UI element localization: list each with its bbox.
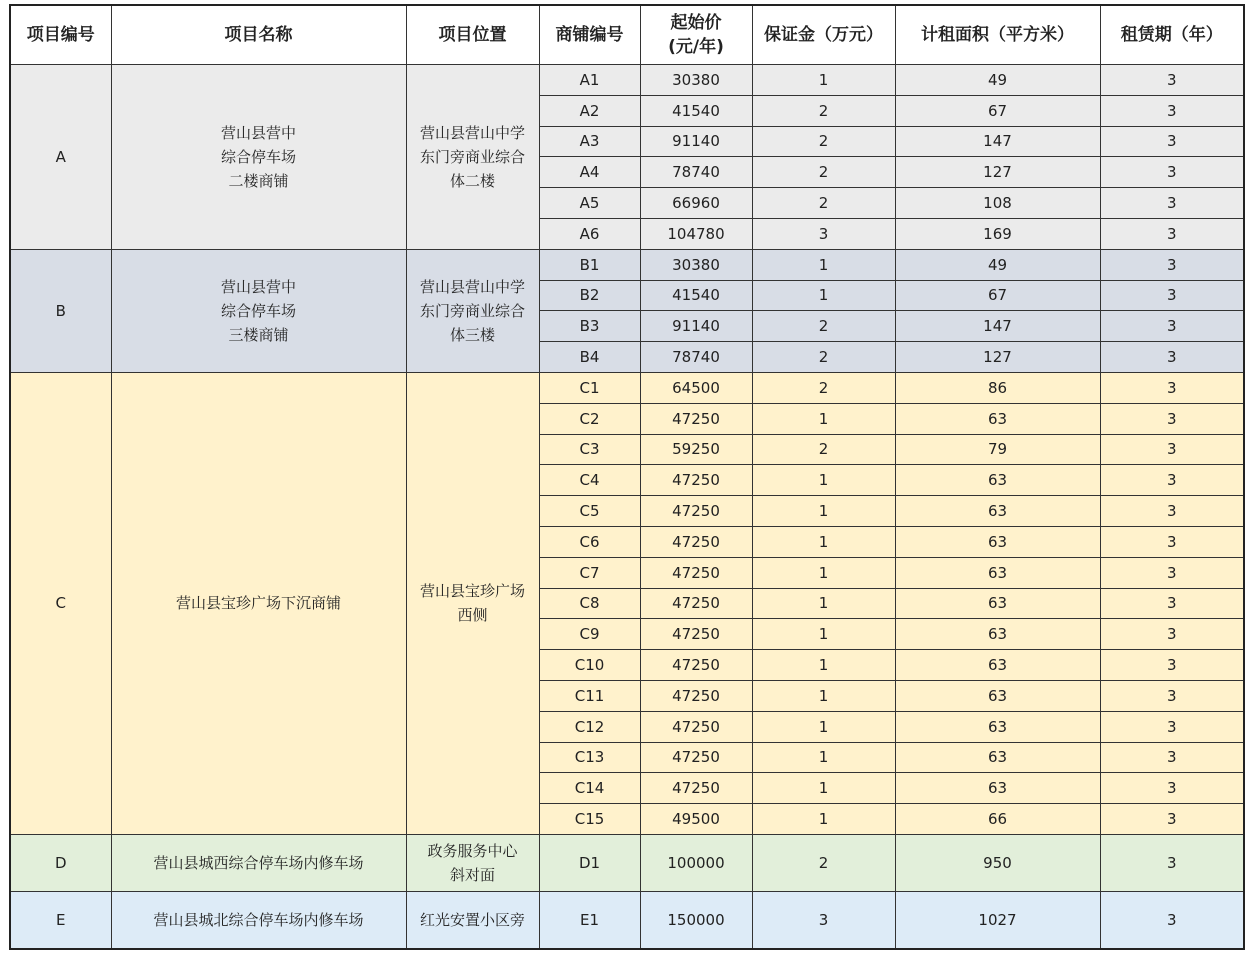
starting-price-cell: 47250: [640, 465, 752, 496]
deposit-cell: 2: [752, 157, 895, 188]
project-id-cell: A: [10, 65, 111, 250]
starting-price-cell: 49500: [640, 804, 752, 835]
deposit-cell: 1: [752, 650, 895, 681]
header-area: 计租面积（平方米）: [895, 5, 1100, 65]
deposit-cell: 1: [752, 680, 895, 711]
lease-term-cell: 3: [1100, 403, 1244, 434]
deposit-cell: 2: [752, 834, 895, 891]
shop-id-cell: B4: [539, 342, 640, 373]
deposit-cell: 1: [752, 403, 895, 434]
area-cell: 950: [895, 834, 1100, 891]
deposit-cell: 1: [752, 280, 895, 311]
project-name-cell: 营山县城北综合停车场内修车场: [111, 891, 406, 949]
shop-lease-table: [9, 4, 1245, 950]
lease-term-cell: 3: [1100, 742, 1244, 773]
project-location-cell: 政务服务中心 斜对面: [406, 834, 539, 891]
lease-term-cell: 3: [1100, 126, 1244, 157]
shop-id-cell: C8: [539, 588, 640, 619]
lease-term-cell: 3: [1100, 650, 1244, 681]
project-location-cell: 营山县营山中学 东门旁商业综合 体二楼: [406, 65, 539, 250]
starting-price-cell: 41540: [640, 95, 752, 126]
shop-id-cell: C13: [539, 742, 640, 773]
deposit-cell: 2: [752, 311, 895, 342]
area-cell: 67: [895, 95, 1100, 126]
area-cell: 67: [895, 280, 1100, 311]
project-name-cell: 营山县城西综合停车场内修车场: [111, 834, 406, 891]
lease-term-cell: 3: [1100, 804, 1244, 835]
starting-price-cell: 47250: [640, 403, 752, 434]
deposit-cell: 1: [752, 557, 895, 588]
area-cell: 63: [895, 465, 1100, 496]
deposit-cell: 2: [752, 342, 895, 373]
shop-id-cell: B2: [539, 280, 640, 311]
header-deposit: 保证金（万元）: [752, 5, 895, 65]
deposit-cell: 1: [752, 742, 895, 773]
shop-id-cell: B1: [539, 249, 640, 280]
lease-term-cell: 3: [1100, 65, 1244, 96]
shop-id-cell: C7: [539, 557, 640, 588]
starting-price-cell: 47250: [640, 650, 752, 681]
lease-term-cell: 3: [1100, 95, 1244, 126]
area-cell: 147: [895, 311, 1100, 342]
table-row: [10, 372, 1244, 403]
starting-price-cell: 91140: [640, 311, 752, 342]
deposit-cell: 1: [752, 773, 895, 804]
lease-term-cell: 3: [1100, 372, 1244, 403]
deposit-cell: 1: [752, 65, 895, 96]
project-id-cell: B: [10, 249, 111, 372]
shop-id-cell: C11: [539, 680, 640, 711]
deposit-cell: 1: [752, 804, 895, 835]
deposit-cell: 1: [752, 249, 895, 280]
header-project-location: 项目位置: [406, 5, 539, 65]
starting-price-cell: 47250: [640, 711, 752, 742]
project-name-cell: 营山县营中 综合停车场 二楼商铺: [111, 65, 406, 250]
area-cell: 63: [895, 403, 1100, 434]
deposit-cell: 1: [752, 619, 895, 650]
shop-id-cell: D1: [539, 834, 640, 891]
deposit-cell: 1: [752, 526, 895, 557]
shop-id-cell: A6: [539, 218, 640, 249]
area-cell: 147: [895, 126, 1100, 157]
starting-price-cell: 78740: [640, 342, 752, 373]
deposit-cell: 2: [752, 126, 895, 157]
starting-price-cell: 47250: [640, 742, 752, 773]
starting-price-cell: 30380: [640, 249, 752, 280]
header-project-id: 项目编号: [10, 5, 111, 65]
deposit-cell: 2: [752, 188, 895, 219]
starting-price-cell: 78740: [640, 157, 752, 188]
deposit-cell: 3: [752, 218, 895, 249]
area-cell: 86: [895, 372, 1100, 403]
starting-price-cell: 64500: [640, 372, 752, 403]
lease-term-cell: 3: [1100, 280, 1244, 311]
project-id-cell: E: [10, 891, 111, 949]
lease-term-cell: 3: [1100, 157, 1244, 188]
header-starting-price: 起始价 (元/年): [640, 5, 752, 65]
area-cell: 63: [895, 496, 1100, 527]
lease-term-cell: 3: [1100, 342, 1244, 373]
shop-id-cell: A5: [539, 188, 640, 219]
starting-price-cell: 104780: [640, 218, 752, 249]
lease-term-cell: 3: [1100, 218, 1244, 249]
table-row: [10, 65, 1244, 96]
header-shop-id: 商铺编号: [539, 5, 640, 65]
starting-price-cell: 47250: [640, 588, 752, 619]
area-cell: 63: [895, 773, 1100, 804]
starting-price-cell: 59250: [640, 434, 752, 465]
area-cell: 127: [895, 342, 1100, 373]
area-cell: 63: [895, 526, 1100, 557]
shop-id-cell: C1: [539, 372, 640, 403]
header-lease-term: 租赁期（年）: [1100, 5, 1244, 65]
area-cell: 63: [895, 711, 1100, 742]
lease-term-cell: 3: [1100, 773, 1244, 804]
deposit-cell: 2: [752, 95, 895, 126]
area-cell: 63: [895, 588, 1100, 619]
starting-price-cell: 47250: [640, 526, 752, 557]
shop-id-cell: A1: [539, 65, 640, 96]
area-cell: 66: [895, 804, 1100, 835]
lease-table-frame: [9, 4, 1243, 949]
area-cell: 108: [895, 188, 1100, 219]
deposit-cell: 2: [752, 434, 895, 465]
project-location-cell: 营山县营山中学 东门旁商业综合 体三楼: [406, 249, 539, 372]
shop-id-cell: A2: [539, 95, 640, 126]
area-cell: 1027: [895, 891, 1100, 949]
table-row: [10, 249, 1244, 280]
lease-term-cell: 3: [1100, 465, 1244, 496]
lease-term-cell: 3: [1100, 434, 1244, 465]
shop-id-cell: B3: [539, 311, 640, 342]
shop-id-cell: C2: [539, 403, 640, 434]
project-id-cell: D: [10, 834, 111, 891]
shop-id-cell: C14: [539, 773, 640, 804]
area-cell: 63: [895, 557, 1100, 588]
starting-price-cell: 30380: [640, 65, 752, 96]
table-row: [10, 834, 1244, 891]
table-row: [10, 891, 1244, 949]
project-name-cell: 营山县营中 综合停车场 三楼商铺: [111, 249, 406, 372]
shop-id-cell: E1: [539, 891, 640, 949]
shop-id-cell: C15: [539, 804, 640, 835]
project-name-cell: 营山县宝珍广场下沉商铺: [111, 372, 406, 834]
project-id-cell: C: [10, 372, 111, 834]
lease-term-cell: 3: [1100, 526, 1244, 557]
lease-term-cell: 3: [1100, 834, 1244, 891]
lease-term-cell: 3: [1100, 619, 1244, 650]
starting-price-cell: 47250: [640, 619, 752, 650]
deposit-cell: 1: [752, 711, 895, 742]
area-cell: 63: [895, 650, 1100, 681]
starting-price-cell: 66960: [640, 188, 752, 219]
area-cell: 63: [895, 680, 1100, 711]
area-cell: 63: [895, 742, 1100, 773]
starting-price-cell: 41540: [640, 280, 752, 311]
shop-id-cell: C12: [539, 711, 640, 742]
deposit-cell: 3: [752, 891, 895, 949]
deposit-cell: 1: [752, 465, 895, 496]
project-location-cell: 红光安置小区旁: [406, 891, 539, 949]
area-cell: 127: [895, 157, 1100, 188]
starting-price-cell: 47250: [640, 773, 752, 804]
deposit-cell: 1: [752, 588, 895, 619]
area-cell: 49: [895, 249, 1100, 280]
header-row: [10, 5, 1244, 65]
lease-term-cell: 3: [1100, 249, 1244, 280]
shop-id-cell: C10: [539, 650, 640, 681]
shop-id-cell: A3: [539, 126, 640, 157]
lease-term-cell: 3: [1100, 188, 1244, 219]
starting-price-cell: 100000: [640, 834, 752, 891]
project-location-cell: 营山县宝珍广场 西侧: [406, 372, 539, 834]
table-body: [10, 65, 1244, 949]
area-cell: 169: [895, 218, 1100, 249]
starting-price-cell: 47250: [640, 680, 752, 711]
lease-term-cell: 3: [1100, 891, 1244, 949]
area-cell: 63: [895, 619, 1100, 650]
lease-term-cell: 3: [1100, 711, 1244, 742]
starting-price-cell: 150000: [640, 891, 752, 949]
lease-term-cell: 3: [1100, 557, 1244, 588]
shop-id-cell: C9: [539, 619, 640, 650]
area-cell: 49: [895, 65, 1100, 96]
area-cell: 79: [895, 434, 1100, 465]
lease-term-cell: 3: [1100, 496, 1244, 527]
shop-id-cell: C3: [539, 434, 640, 465]
shop-id-cell: C6: [539, 526, 640, 557]
starting-price-cell: 91140: [640, 126, 752, 157]
deposit-cell: 2: [752, 372, 895, 403]
shop-id-cell: A4: [539, 157, 640, 188]
starting-price-cell: 47250: [640, 496, 752, 527]
deposit-cell: 1: [752, 496, 895, 527]
lease-term-cell: 3: [1100, 588, 1244, 619]
header-project-name: 项目名称: [111, 5, 406, 65]
starting-price-cell: 47250: [640, 557, 752, 588]
lease-term-cell: 3: [1100, 680, 1244, 711]
shop-id-cell: C5: [539, 496, 640, 527]
shop-id-cell: C4: [539, 465, 640, 496]
lease-term-cell: 3: [1100, 311, 1244, 342]
